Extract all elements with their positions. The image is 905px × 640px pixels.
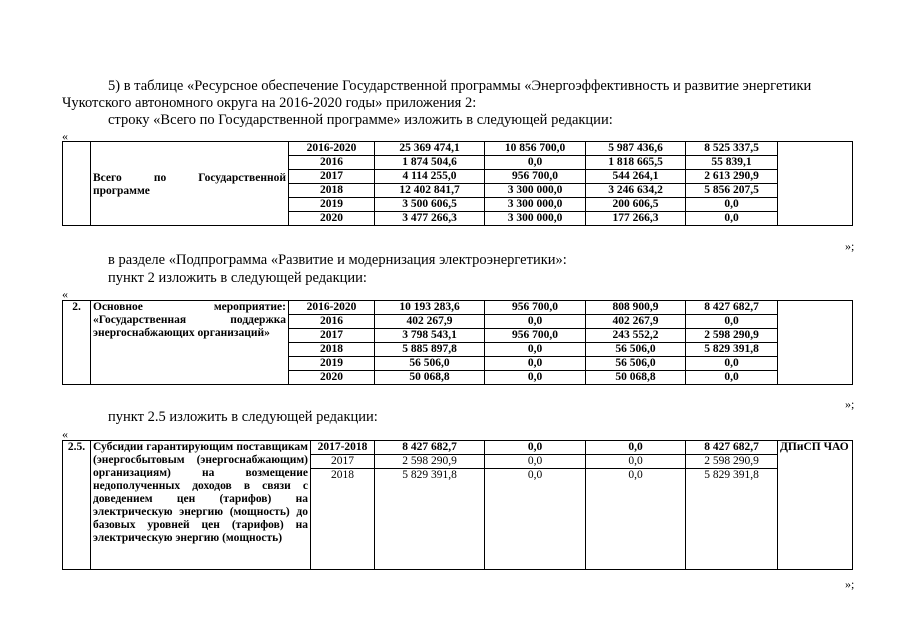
value-cell: 8 525 337,5 xyxy=(686,142,778,156)
close-quote-3: »; xyxy=(845,577,855,591)
value-cell: 25 369 474,1 xyxy=(375,142,485,156)
item-name-cell: Субсидии гарантирующим поставщикам (энергосбытовым (энергоснабжающим) организациям) на возмещение недополученных доходов в связи с доведением цен (тарифов) на электрическую энергию (мощность) до базовых уровней цен (тарифов) на электрическую энергию (мощность) xyxy=(91,441,311,570)
period-cell: 2017 xyxy=(311,455,375,469)
value-cell: 3 300 000,0 xyxy=(485,184,586,198)
value-cell: 0,0 xyxy=(485,357,586,371)
value-cell: 3 246 634,2 xyxy=(586,184,686,198)
value-cell: 0,0 xyxy=(686,357,778,371)
item-number-cell: 2.5. xyxy=(63,441,91,570)
value-cell: 0,0 xyxy=(586,455,686,469)
value-cell: 56 506,0 xyxy=(586,357,686,371)
value-cell: 402 267,9 xyxy=(586,315,686,329)
intro-line-2: Чукотского автономного округа на 2016-2020 годы» приложения 2: xyxy=(62,95,477,111)
open-quote-1: « xyxy=(62,129,68,143)
value-cell: 10 193 283,6 xyxy=(375,301,485,315)
value-cell: 5 829 391,8 xyxy=(375,469,485,570)
value-cell: 0,0 xyxy=(586,469,686,570)
value-cell: 5 856 207,5 xyxy=(686,184,778,198)
table-item-2-5 xyxy=(62,440,853,570)
value-cell: 0,0 xyxy=(485,156,586,170)
period-cell: 2017-2018 xyxy=(311,441,375,455)
value-cell: 56 506,0 xyxy=(586,343,686,357)
value-cell: 200 606,5 xyxy=(586,198,686,212)
section3-line-1: пункт 2.5 изложить в следующей редакции: xyxy=(108,409,378,425)
value-cell: 2 598 290,9 xyxy=(686,329,778,343)
value-cell: 5 987 436,6 xyxy=(586,142,686,156)
value-cell: 5 885 897,8 xyxy=(375,343,485,357)
value-cell: 0,0 xyxy=(485,469,586,570)
item-number-cell xyxy=(63,142,91,226)
value-cell: 2 613 290,9 xyxy=(686,170,778,184)
value-cell: 0,0 xyxy=(485,343,586,357)
value-cell: 0,0 xyxy=(485,371,586,385)
item-name-cell: Всего по Государственной программе xyxy=(91,142,289,226)
value-cell: 0,0 xyxy=(485,315,586,329)
value-cell: 3 798 543,1 xyxy=(375,329,485,343)
period-cell: 2018 xyxy=(289,184,375,198)
value-cell: 0,0 xyxy=(586,441,686,455)
value-cell: 1 818 665,5 xyxy=(586,156,686,170)
table-row xyxy=(63,142,853,156)
open-quote-3: « xyxy=(62,427,68,441)
close-quote-2: »; xyxy=(845,397,855,411)
value-cell: 243 552,2 xyxy=(586,329,686,343)
executor-cell xyxy=(778,142,853,226)
period-cell: 2018 xyxy=(289,343,375,357)
period-cell: 2020 xyxy=(289,212,375,226)
value-cell: 0,0 xyxy=(686,315,778,329)
value-cell: 0,0 xyxy=(686,212,778,226)
value-cell: 2 598 290,9 xyxy=(375,455,485,469)
value-cell: 956 700,0 xyxy=(485,170,586,184)
period-cell: 2017 xyxy=(289,170,375,184)
period-cell: 2016-2020 xyxy=(289,301,375,315)
value-cell: 3 477 266,3 xyxy=(375,212,485,226)
value-cell: 2 598 290,9 xyxy=(686,455,778,469)
value-cell: 3 300 000,0 xyxy=(485,198,586,212)
value-cell: 0,0 xyxy=(686,198,778,212)
table-row xyxy=(63,301,853,315)
value-cell: 956 700,0 xyxy=(485,301,586,315)
period-cell: 2018 xyxy=(311,469,375,570)
intro-line-1: 5) в таблице «Ресурсное обеспечение Государственной программы «Энергоэффективность и развитие энергетики xyxy=(108,78,812,94)
value-cell: 544 264,1 xyxy=(586,170,686,184)
period-cell: 2019 xyxy=(289,198,375,212)
section2-line-2: пункт 2 изложить в следующей редакции: xyxy=(108,270,367,286)
value-cell: 5 829 391,8 xyxy=(686,343,778,357)
section2-line-1: в разделе «Подпрограмма «Развитие и модернизация электроэнергетики»: xyxy=(108,252,567,268)
value-cell: 50 068,8 xyxy=(375,371,485,385)
value-cell: 10 856 700,0 xyxy=(485,142,586,156)
executor-cell xyxy=(778,301,853,385)
close-quote-1: »; xyxy=(845,239,855,253)
value-cell: 12 402 841,7 xyxy=(375,184,485,198)
value-cell: 0,0 xyxy=(686,371,778,385)
executor-cell: ДПиСП ЧАО xyxy=(778,441,853,570)
table-item-2 xyxy=(62,300,853,385)
period-cell: 2016 xyxy=(289,156,375,170)
value-cell: 956 700,0 xyxy=(485,329,586,343)
period-cell: 2019 xyxy=(289,357,375,371)
value-cell: 1 874 504,6 xyxy=(375,156,485,170)
value-cell: 3 500 606,5 xyxy=(375,198,485,212)
period-cell: 2016 xyxy=(289,315,375,329)
value-cell: 8 427 682,7 xyxy=(686,301,778,315)
value-cell: 55 839,1 xyxy=(686,156,778,170)
value-cell: 4 114 255,0 xyxy=(375,170,485,184)
table-row xyxy=(63,441,853,455)
value-cell: 0,0 xyxy=(485,441,586,455)
value-cell: 56 506,0 xyxy=(375,357,485,371)
period-cell: 2020 xyxy=(289,371,375,385)
intro-line-3: строку «Всего по Государственной программе» изложить в следующей редакции: xyxy=(108,112,613,128)
value-cell: 50 068,8 xyxy=(586,371,686,385)
value-cell: 0,0 xyxy=(485,455,586,469)
table-total-program xyxy=(62,141,853,226)
item-name-cell: Основное мероприятие: «Государственная поддержка энергоснабжающих организаций» xyxy=(91,301,289,385)
value-cell: 8 427 682,7 xyxy=(686,441,778,455)
open-quote-2: « xyxy=(62,287,68,301)
value-cell: 3 300 000,0 xyxy=(485,212,586,226)
value-cell: 8 427 682,7 xyxy=(375,441,485,455)
value-cell: 177 266,3 xyxy=(586,212,686,226)
value-cell: 5 829 391,8 xyxy=(686,469,778,570)
value-cell: 402 267,9 xyxy=(375,315,485,329)
period-cell: 2017 xyxy=(289,329,375,343)
item-number-cell: 2. xyxy=(63,301,91,385)
value-cell: 808 900,9 xyxy=(586,301,686,315)
period-cell: 2016-2020 xyxy=(289,142,375,156)
